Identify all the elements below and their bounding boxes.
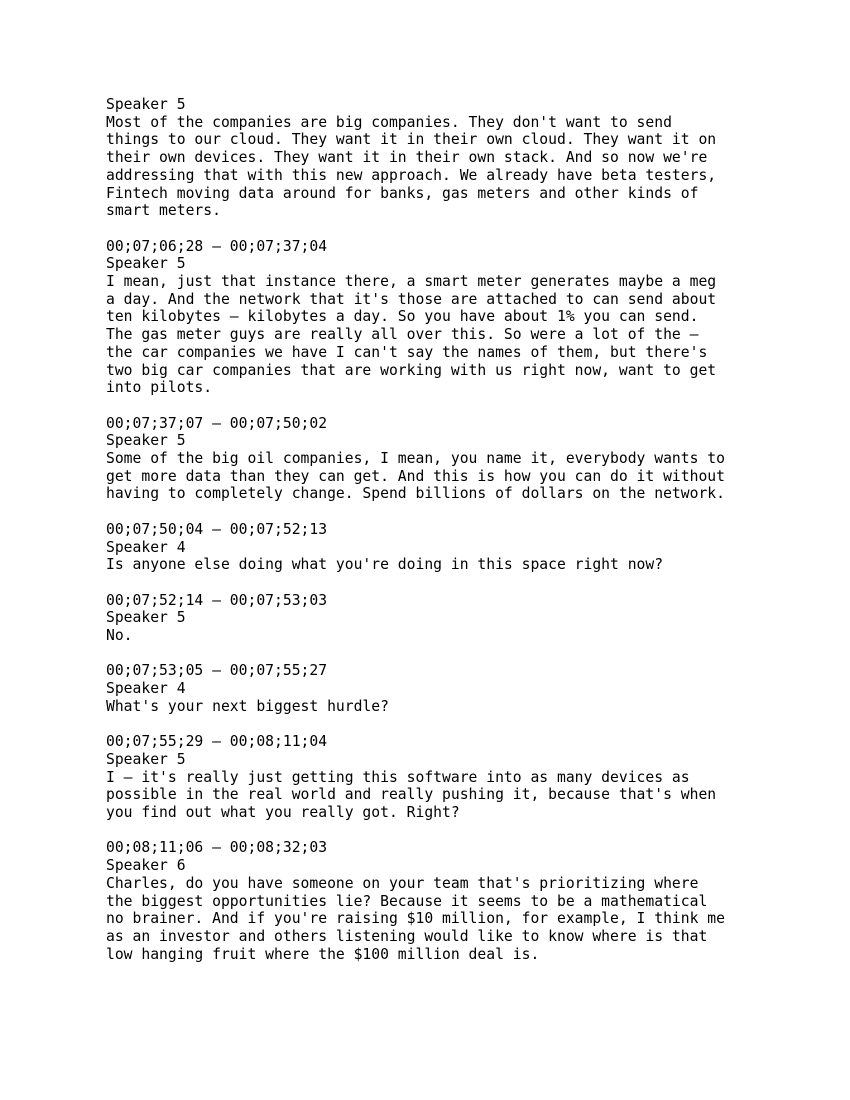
transcript-block bbox=[106, 415, 725, 504]
speaker-label: Speaker 5 bbox=[106, 750, 186, 768]
transcript-line: as an investor and others listening would like to know where is that bbox=[106, 927, 708, 945]
speaker-label: Speaker 5 bbox=[106, 255, 186, 273]
transcript-line: no brainer. And if you're raising $10 million, for example, I think me bbox=[106, 910, 725, 928]
transcript-line: into pilots. bbox=[106, 379, 213, 397]
transcript-block bbox=[106, 662, 725, 715]
timestamp-range: 00;07;52;14 – 00;07;53;03 bbox=[106, 591, 328, 609]
transcript-line: you find out what you really got. Right? bbox=[106, 804, 460, 822]
transcript-line: Is anyone else doing what you're doing in this space right now? bbox=[106, 556, 664, 574]
transcript-line: things to our cloud. They want it in their own cloud. They want it on bbox=[106, 131, 717, 149]
transcript-line: Some of the big oil companies, I mean, you name it, everybody wants to bbox=[106, 450, 725, 468]
transcript-block bbox=[106, 238, 725, 397]
transcript-block bbox=[106, 592, 725, 645]
transcript-line: a day. And the network that it's those are attached to can send about bbox=[106, 290, 717, 308]
timestamp-range: 00;07;37;07 – 00;07;50;02 bbox=[106, 414, 328, 432]
timestamp-range: 00;07;06;28 – 00;07;37;04 bbox=[106, 237, 328, 255]
transcript-block bbox=[106, 733, 725, 822]
speaker-label: Speaker 4 bbox=[106, 680, 186, 698]
timestamp-range: 00;07;55;29 – 00;08;11;04 bbox=[106, 733, 328, 751]
transcript-line: addressing that with this new approach. We already have beta testers, bbox=[106, 166, 717, 184]
speaker-label: Speaker 4 bbox=[106, 538, 186, 556]
transcript-line: possible in the real world and really pushing it, because that's when bbox=[106, 786, 717, 804]
transcript-line: having to completely change. Spend billions of dollars on the network. bbox=[106, 485, 725, 503]
transcript-line: Most of the companies are big companies. They don't want to send bbox=[106, 113, 672, 131]
transcript-line: ten kilobytes – kilobytes a day. So you have about 1% you can send. bbox=[106, 308, 699, 326]
transcript-line: What's your next biggest hurdle? bbox=[106, 697, 389, 715]
transcript-block bbox=[106, 96, 725, 220]
speaker-label: Speaker 6 bbox=[106, 857, 186, 875]
transcript-block bbox=[106, 839, 725, 963]
timestamp-range: 00;07;53;05 – 00;07;55;27 bbox=[106, 662, 328, 680]
transcript-line: Charles, do you have someone on your team that's prioritizing where bbox=[106, 874, 699, 892]
transcript-line: two big car companies that are working with us right now, want to get bbox=[106, 361, 717, 379]
transcript bbox=[106, 96, 725, 981]
transcript-line: Fintech moving data around for banks, gas meters and other kinds of bbox=[106, 184, 699, 202]
transcript-line: get more data than they can get. And this is how you can do it without bbox=[106, 467, 725, 485]
transcript-line: The gas meter guys are really all over this. So were a lot of the – bbox=[106, 326, 699, 344]
speaker-label: Speaker 5 bbox=[106, 432, 186, 450]
transcript-line: I – it's really just getting this software into as many devices as bbox=[106, 768, 690, 786]
transcript-line: the car companies we have I can't say the names of them, but there's bbox=[106, 343, 708, 361]
transcript-block bbox=[106, 521, 725, 574]
speaker-label: Speaker 5 bbox=[106, 609, 186, 627]
transcript-line: their own devices. They want it in their own stack. And so now we're bbox=[106, 149, 708, 167]
transcript-line: No. bbox=[106, 627, 133, 645]
transcript-line: the biggest opportunities lie? Because it seems to be a mathematical bbox=[106, 892, 708, 910]
timestamp-range: 00;07;50;04 – 00;07;52;13 bbox=[106, 520, 328, 538]
transcript-line: I mean, just that instance there, a smart meter generates maybe a meg bbox=[106, 273, 717, 291]
timestamp-range: 00;08;11;06 – 00;08;32;03 bbox=[106, 839, 328, 857]
speaker-label: Speaker 5 bbox=[106, 96, 186, 113]
transcript-line: low hanging fruit where the $100 million deal is. bbox=[106, 945, 540, 963]
transcript-line: smart meters. bbox=[106, 202, 221, 220]
